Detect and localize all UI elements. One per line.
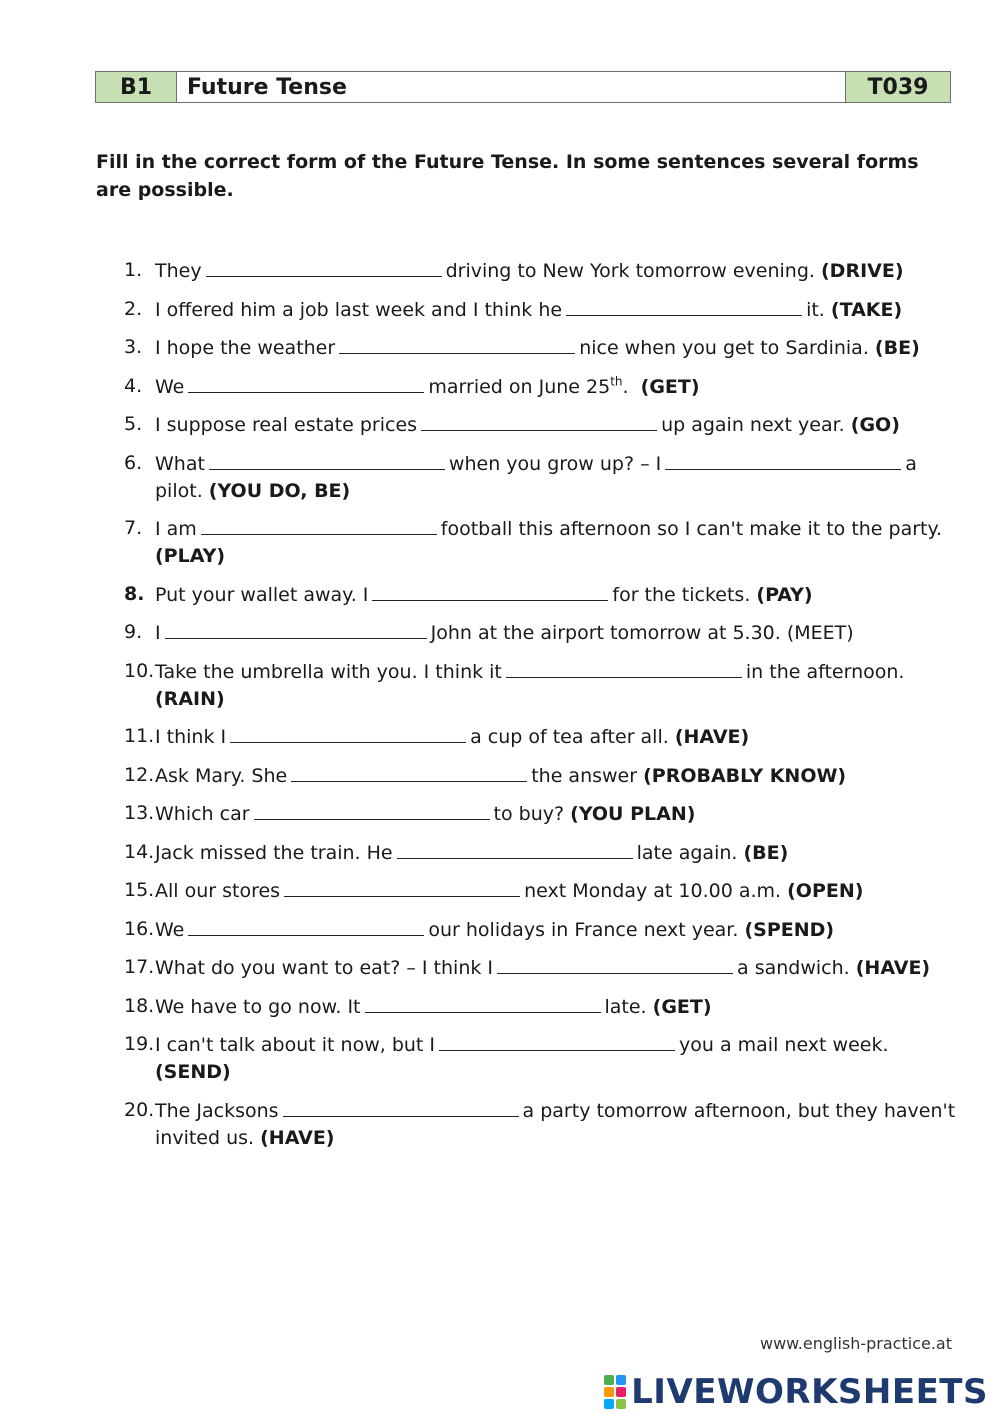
verb-hint: (HAVE) [260,1126,335,1149]
list-item: 6. What when you grow up? – I a pilot. (YOU DO, BE) [118,450,958,505]
item-number: 5. [124,413,143,435]
list-item: 7. I am football this afternoon so I can't make it to the party. (PLAY) [118,515,958,570]
item-number: 10. [124,659,155,682]
verb-hint: (BE) [743,841,789,864]
item-number: 8. [124,582,145,605]
item-number: 19. [124,1033,155,1055]
liveworksheets-mark-icon [604,1375,626,1409]
verb-hint: (YOU DO, BE) [208,479,351,502]
verb-hint: (OPEN) [787,880,864,902]
worksheet-code: T039 [845,72,950,102]
verb-hint: (RAIN) [155,687,225,710]
verb-hint: (PROBABLY KNOW) [643,764,847,787]
answer-blank[interactable] [665,450,901,470]
answer-blank[interactable] [506,658,742,678]
answer-blank[interactable] [365,993,601,1013]
answer-blank[interactable] [201,515,437,535]
item-number: 7. [124,517,143,539]
answer-blank[interactable] [566,296,802,316]
list-item: 1. They driving to New York tomorrow evening. (DRIVE) [118,257,958,285]
worksheet-header [95,71,951,103]
answer-blank[interactable] [165,619,427,639]
item-number: 14. [124,840,155,863]
answer-blank[interactable] [291,762,527,782]
list-item: 11. I think I a cup of tea after all. (HAVE) [118,723,958,751]
list-item: 14. Jack missed the train. He late again. (BE) [118,839,958,867]
website-link[interactable]: www.english-practice.at [759,1334,952,1353]
logo-text: LIVEWORKSHEETS [631,1372,988,1412]
item-number: 17. [124,956,155,978]
instructions: Fill in the correct form of the Future Tense. In some sentences several forms are possible. [96,151,919,201]
list-item: 2. I offered him a job last week and I think he it. (TAKE) [118,296,958,324]
item-number: 11. [124,725,155,747]
item-number: 4. [124,374,143,397]
verb-hint: (PLAY) [155,545,226,567]
item-number: 15. [124,879,155,901]
verb-hint: (PAY) [756,583,813,606]
liveworksheets-logo[interactable] [604,1372,988,1412]
item-number: 6. [124,451,143,474]
item-number: 9. [124,621,143,643]
list-item: 10. Take the umbrella with you. I think it in the afternoon. (RAIN) [118,658,958,713]
answer-blank[interactable] [397,839,633,859]
list-item: 9. I John at the airport tomorrow at 5.30. (MEET) [118,619,958,647]
exercise-list [118,257,958,1162]
answer-blank[interactable] [188,373,424,393]
answer-blank[interactable] [497,954,733,974]
list-item: 19. I can't talk about it now, but I you a mail next week. (SEND) [118,1031,958,1086]
answer-blank[interactable] [188,916,424,936]
list-item: 13. Which car to buy? (YOU PLAN) [118,800,958,828]
item-number: 3. [124,336,143,358]
list-item: 16. We our holidays in France next year. (SPEND) [118,916,958,944]
answer-blank[interactable] [209,450,445,470]
item-number: 1. [124,259,143,281]
list-item: 8. Put your wallet away. I for the tickets. (PAY) [118,581,958,609]
item-number: 16. [124,917,155,940]
verb-hint: (GO) [850,414,900,436]
answer-blank[interactable] [206,257,442,277]
verb-hint: (HAVE) [855,957,931,979]
item-number: 13. [124,802,155,824]
answer-blank[interactable] [339,334,575,354]
list-item: 20. The Jacksons a party tomorrow afternoon, but they haven't invited us. (HAVE) [118,1097,958,1152]
verb-hint: (DRIVE) [820,260,904,282]
verb-hint: (SEND) [155,1061,231,1083]
verb-hint: (BE) [874,337,920,359]
item-number: 18. [124,994,155,1017]
answer-blank[interactable] [283,1097,519,1117]
answer-blank[interactable] [372,581,608,601]
item-number: 2. [124,297,143,320]
verb-hint: (SPEND) [744,918,835,941]
verb-hint: (TAKE) [830,298,903,321]
verb-hint: (GET) [652,995,712,1018]
list-item: 15. All our stores next Monday at 10.00 a.m. (OPEN) [118,877,958,905]
item-number: 20. [124,1098,155,1121]
list-item: 12. Ask Mary. She the answer (PROBABLY KNOW) [118,762,958,790]
verb-hint: (GET) [640,375,700,398]
list-item: 5. I suppose real estate prices up again next year. (GO) [118,411,958,439]
list-item: 18. We have to go now. It late. (GET) [118,993,958,1021]
level-badge: B1 [96,72,177,102]
verb-hint: (HAVE) [674,726,750,748]
answer-blank[interactable] [284,877,520,897]
answer-blank[interactable] [421,411,657,431]
answer-blank[interactable] [439,1031,675,1051]
list-item: 17. What do you want to eat? – I think I a sandwich. (HAVE) [118,954,958,982]
list-item: 3. I hope the weather nice when you get to Sardinia. (BE) [118,334,958,362]
answer-blank[interactable] [254,800,490,820]
verb-hint: (YOU PLAN) [570,803,696,825]
answer-blank[interactable] [230,723,466,743]
worksheet-title: Future Tense [187,74,347,100]
item-number: 12. [124,763,155,786]
list-item: 4. We married on June 25th. (GET) [118,373,958,401]
